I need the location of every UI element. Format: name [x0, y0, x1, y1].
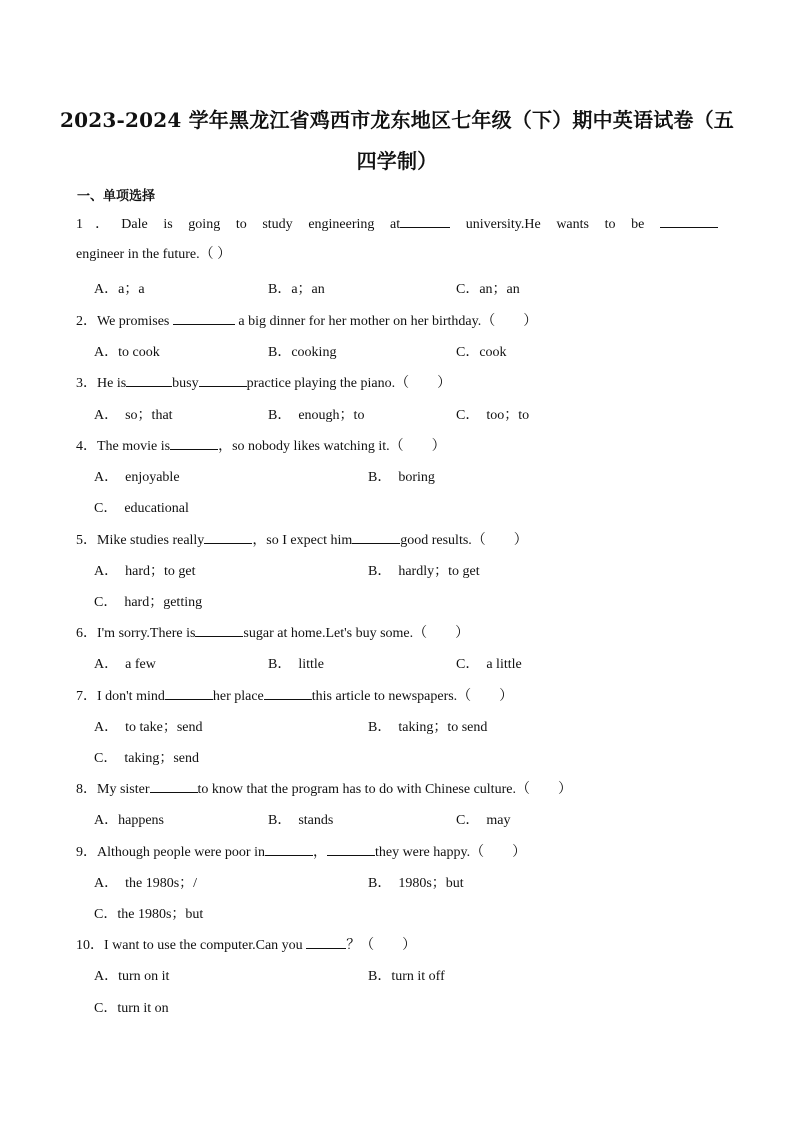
option-c: C． taking；send — [94, 751, 199, 766]
option-c: C．cook — [456, 345, 507, 360]
answer-blank — [199, 374, 247, 387]
question-text: practice playing the piano.（ ） — [246, 376, 452, 391]
exam-title-line-2: 四学制） — [356, 149, 438, 173]
option-c: C．the 1980s；but — [94, 907, 204, 922]
answer-blank — [126, 374, 172, 387]
question-text: to know that the program has to do with Chinese culture.（ ） — [197, 782, 572, 797]
question-text: engineer in the future.（ ） — [76, 247, 232, 262]
option-b: B． little — [268, 657, 324, 672]
option-b: B． 1980s；but — [368, 876, 464, 891]
answer-blank — [265, 843, 313, 856]
option-a: A． enjoyable — [94, 470, 180, 485]
answer-blank — [173, 312, 235, 325]
question-text: 5．Mike studies really — [76, 533, 205, 548]
question-text: 2．We promises — [76, 314, 173, 329]
question-3 — [76, 372, 451, 392]
answer-blank — [150, 780, 198, 793]
answer-blank — [170, 437, 218, 450]
option-a: A．to cook — [94, 345, 160, 360]
option-a: A． hard；to get — [94, 564, 196, 579]
answer-blank — [327, 843, 375, 856]
option-c: C． hard；getting — [94, 595, 203, 610]
answer-blank — [306, 936, 346, 949]
option-a: A． to take；send — [94, 720, 203, 735]
option-b: B．a；an — [268, 282, 325, 297]
question-text: university.He wants to be — [450, 217, 660, 232]
option-b: B．turn it off — [368, 969, 445, 984]
answer-blank — [264, 687, 312, 700]
question-text: 8．My sister — [76, 782, 150, 797]
question-text: her place — [212, 689, 264, 704]
question-5 — [76, 529, 528, 549]
option-c: C．an；an — [456, 282, 520, 297]
question-10 — [76, 934, 416, 954]
answer-blank — [660, 215, 718, 228]
question-text: 1．Dale is going to study engineering at — [76, 217, 401, 232]
question-text: a big dinner for her mother on her birthday.（ ） — [234, 314, 538, 329]
option-c: C． may — [456, 813, 511, 828]
answer-blank — [165, 687, 213, 700]
option-a: A．a；a — [94, 282, 145, 297]
option-b: B． enough；to — [268, 408, 365, 423]
option-b: B． stands — [268, 813, 334, 828]
option-a: A．happens — [94, 813, 164, 828]
question-text: ，so I expect him — [252, 533, 353, 548]
question-text: 6．I'm sorry.There is — [76, 626, 196, 641]
exam-title-line-1: 2023-2024 学年黑龙江省鸡西市龙东地区七年级（下）期中英语试卷（五 — [60, 108, 734, 132]
option-b: B． boring — [368, 470, 435, 485]
option-a: A． the 1980s；/ — [94, 876, 198, 891]
question-text: good results.（ ） — [400, 533, 528, 548]
option-a: A．turn on it — [94, 969, 170, 984]
answer-blank — [400, 215, 450, 228]
section-heading: 一、单项选择 — [77, 189, 156, 204]
answer-blank — [195, 624, 243, 637]
question-text: ，so nobody likes watching it.（ ） — [218, 439, 446, 454]
option-c: C． too；to — [456, 408, 530, 423]
option-c: C． educational — [94, 501, 189, 516]
question-text: ， — [312, 845, 327, 860]
question-text: 9．Although people were poor in — [76, 845, 265, 860]
question-text: 10．I want to use the computer.Can you — [76, 938, 307, 953]
option-b: B． hardly；to get — [368, 564, 480, 579]
answer-blank — [352, 531, 400, 544]
question-text: they were happy.（ ） — [374, 845, 527, 860]
question-6 — [76, 622, 469, 642]
question-8 — [76, 778, 572, 798]
option-b: B．cooking — [268, 345, 337, 360]
answer-blank — [204, 531, 252, 544]
question-text: sugar at home.Let's buy some.（ ） — [243, 626, 470, 641]
question-4 — [76, 435, 446, 455]
option-a: A． a few — [94, 657, 156, 672]
question-9 — [76, 841, 526, 861]
question-7 — [76, 685, 513, 705]
question-text: this article to newspapers.（ ） — [311, 689, 514, 704]
option-b: B． taking；to send — [368, 720, 488, 735]
question-text: ？（ ） — [346, 938, 417, 953]
question-text: busy — [172, 376, 199, 391]
question-1 — [76, 210, 718, 270]
question-text: 3．He is — [76, 376, 127, 391]
question-text: 4．The movie is — [76, 439, 171, 454]
question-text: 7．I don't mind — [76, 689, 165, 704]
option-a: A． so；that — [94, 408, 173, 423]
option-c: C．turn it on — [94, 1001, 169, 1016]
option-c: C． a little — [456, 657, 522, 672]
question-2 — [76, 310, 537, 330]
